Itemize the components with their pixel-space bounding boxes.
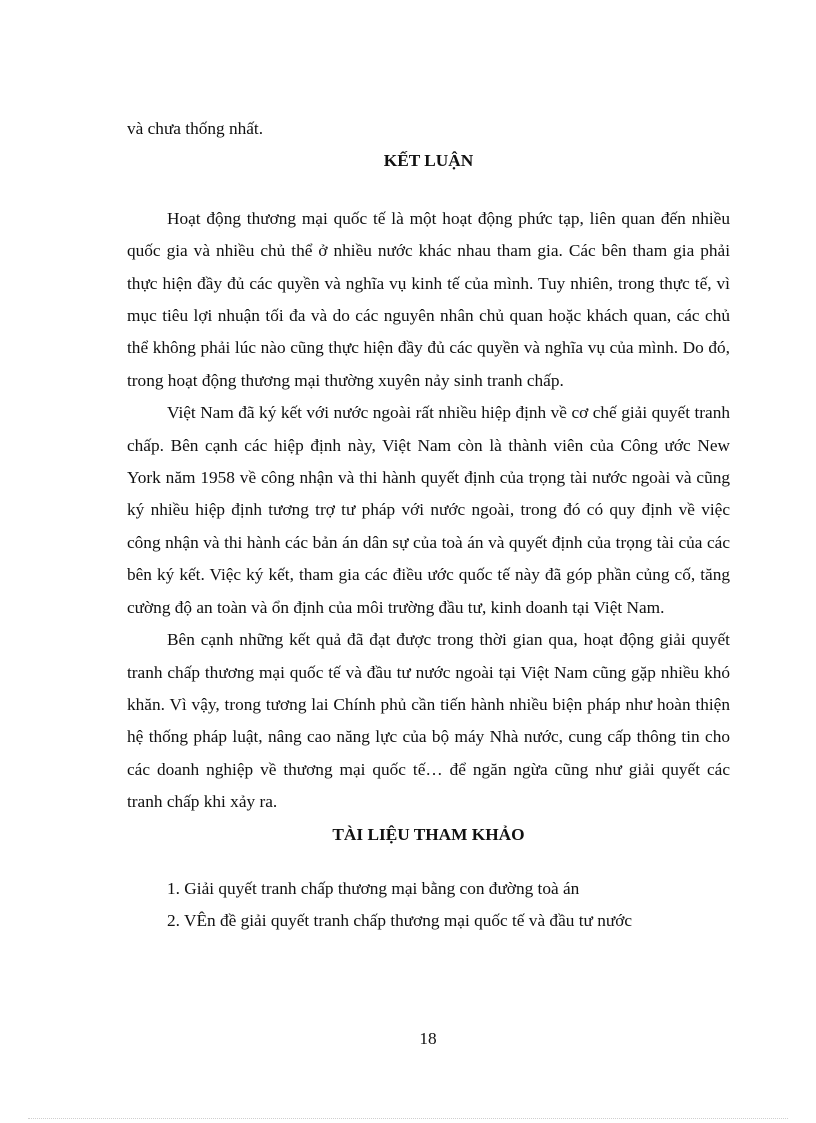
page-content	[127, 113, 730, 938]
reference-item-2: 2. VÊn đề giải quyết tranh chấp thương mại quốc tế và đầu tư nước	[167, 911, 633, 931]
page-bottom-divider	[28, 1118, 788, 1119]
reference-item-1: 1. Giải quyết tranh chấp thương mại bằng con đường toà án	[167, 878, 580, 898]
conclusion-paragraph-1: Hoạt động thương mại quốc tế là một hoạt động phức tạp, liên quan đến nhiều quốc gia và nhiều chủ thể ở nhiều nước khác nhau tham gia. Các bên tham gia phải thực hiện đầy đủ các quyền và nghĩa vụ kinh tế của mình. Tuy nhiên, trong thực tế, vì mục tiêu lợi nhuận tối đa và do các nguyên nhân chủ quan hoặc khách quan, các chủ thể không phải lúc nào cũng thực hiện đầy đủ các quyền và nghĩa vụ của mình. Do đó, trong hoạt động thương mại thường xuyên nảy sinh tranh chấp.	[127, 208, 730, 390]
page-number: 18	[419, 1029, 437, 1048]
continuation-line: và chưa thống nhất.	[127, 119, 264, 138]
references-heading: TÀI LIỆU THAM KHẢO	[332, 824, 525, 844]
conclusion-paragraph-2: Việt Nam đã ký kết với nước ngoài rất nhiều hiệp định về cơ chế giải quyết tranh chấp. Bên cạnh các hiệp định này, Việt Nam còn là thành viên của Công ước New York năm 1958 về công nhận và thi hành quyết định của trọng tài nước ngoài và cũng ký nhiều hiệp định tương trợ tư pháp với nước ngoài, trong đó có quy định về việc công nhận và thi hành các bản án dân sự của toà án và quyết định của trọng tài của các bên ký kết. Việc ký kết, tham gia các điều ước quốc tế này đã góp phần củng cố, tăng cường độ an toàn và ổn định của môi trường đầu tư, kinh doanh tại Việt Nam.	[127, 403, 730, 617]
conclusion-heading: KẾT LUẬN	[383, 151, 474, 171]
conclusion-paragraph-3: Bên cạnh những kết quả đã đạt được trong thời gian qua, hoạt động giải quyết tranh chấp thương mại quốc tế và đầu tư nước ngoài tại Việt Nam cũng gặp nhiều khó khăn. Vì vậy, trong tương lai Chính phủ cần tiến hành nhiều biện pháp như hoàn thiện hệ thống pháp luật, nâng cao năng lực của bộ máy Nhà nước, cung cấp thông tin cho các doanh nghiệp về thương mại quốc tế… để ngăn ngừa cũng như giải quyết các tranh chấp khi xảy ra.	[127, 630, 730, 812]
